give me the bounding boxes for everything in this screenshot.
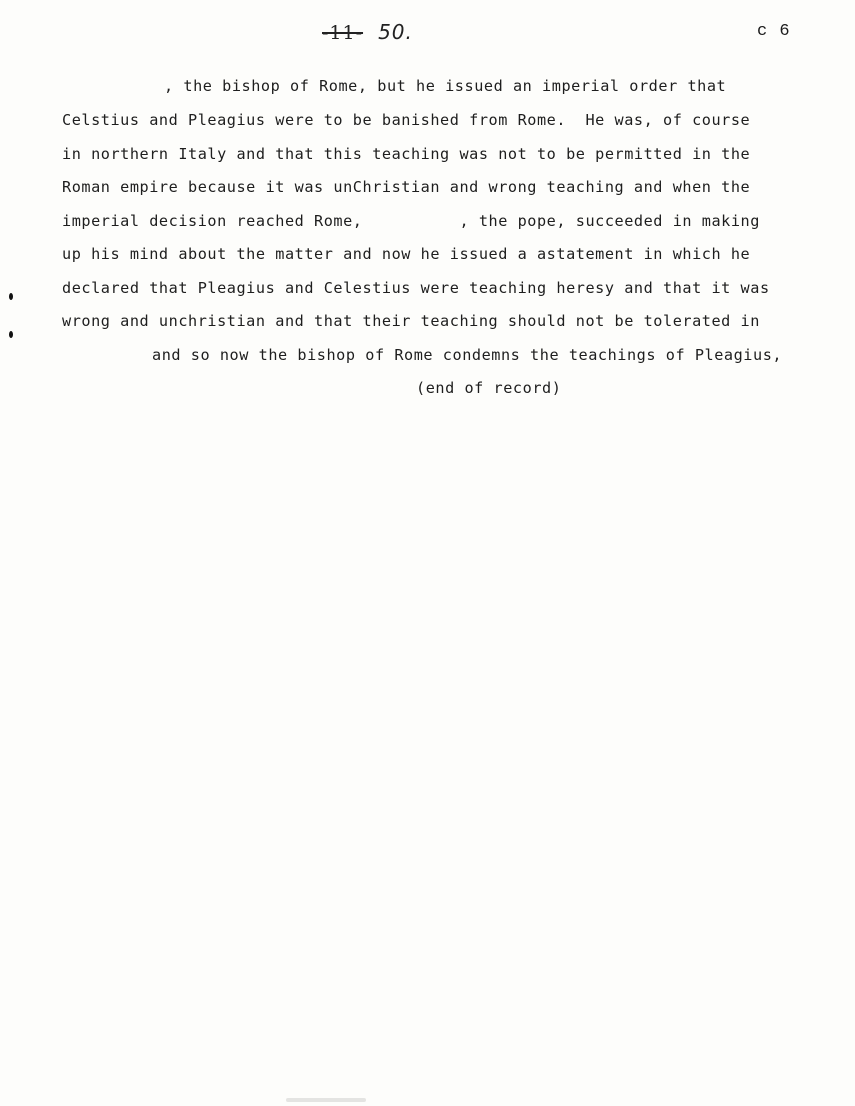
text-line: imperial decision reached Rome, , the pope, succeeded in making — [62, 212, 760, 230]
struck-page-number: -11- — [322, 22, 364, 44]
page-code: c 6 — [757, 22, 791, 41]
text-line: in northern Italy and that this teaching was not to be permitted in the — [62, 145, 751, 163]
paper-smudge — [286, 1098, 366, 1102]
end-of-record-line: (end of record) — [416, 379, 562, 397]
text-line: Celstius and Pleagius were to be banished from Rome. He was, of course — [62, 111, 751, 129]
punch-hole-mark — [9, 293, 13, 300]
text-line: up his mind about the matter and now he issued a astatement in which he — [62, 245, 751, 263]
text-line: declared that Pleagius and Celestius were teaching heresy and that it was — [62, 279, 770, 297]
text-line: Roman empire because it was unChristian and wrong teaching and when the — [62, 178, 751, 196]
text-line: and so now the bishop of Rome condemns the teachings of Pleagius, — [152, 346, 783, 364]
punch-hole-mark — [9, 331, 13, 338]
handwritten-page-number: 50. — [378, 20, 413, 44]
page-number-header — [322, 20, 413, 44]
text-line: wrong and unchristian and that their teaching should not be tolerated in — [62, 312, 760, 330]
text-line: , the bishop of Rome, but he issued an imperial order that — [164, 77, 727, 95]
